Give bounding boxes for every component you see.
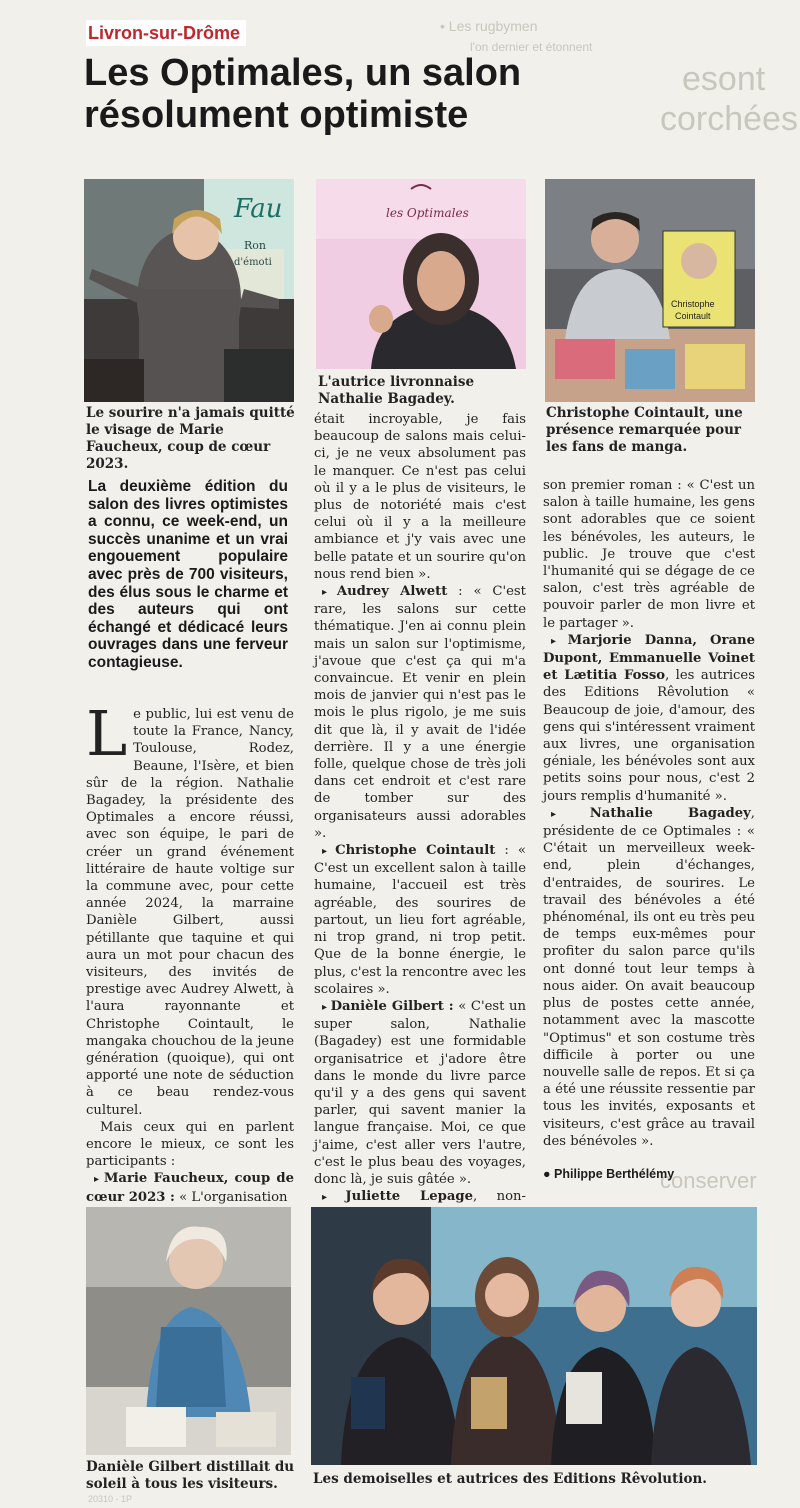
caption-photo-5: Les demoiselles et autrices des Editions Rêvolution. bbox=[313, 1471, 707, 1487]
bleed-right-word2: corchées bbox=[660, 100, 798, 138]
col3-para1: son premier roman : « C'est un salon à taille humaine, les gens sont adorables que ce soient les bénévoles, les auteurs, le public. Je trouve que c'est l'humanité qui se dégage de ce salon, c'est très agréable de pouvoir parler de mon livre et le partager ». bbox=[543, 478, 755, 631]
bullet-triangle-icon: ▸ bbox=[94, 1174, 104, 1186]
sign-text: Fau bbox=[234, 194, 283, 224]
photo-daniele-gilbert bbox=[86, 1207, 291, 1455]
bullet-triangle-icon: ▸ bbox=[322, 1001, 331, 1013]
bullet-triangle-icon: ▸ bbox=[322, 846, 336, 858]
bullet-triangle-icon: ▸ bbox=[551, 635, 568, 647]
body-column-3: son premier roman : « C'est un salon à taille humaine, les gens sont adorables que ce soient les bénévoles, les auteurs, le public. Je trouve que c'est l'humanité qui se dégage de ce salon, c'est très agréable de pouvoir parler de mon livre et le partager ». ▸ Marjorie Danna, Orane Dupont, Emmanuelle Voinet et Lætitia Fosso, les autrices des Editions Rêvolution « Beaucoup de joie, d'amour, des gens qui s'intéressent vraiment aux livres, une organisation géniale, les bénévoles sont aux petits soins pour nous, c'est 2 jours remplis d'humanité ». ▸ Nathalie Bagadey, présidente de ce Optimales : « C'était un merveilleux week-end, plein d'échanges, d'entraides, de sourires. Le travail des bénévoles a été phénoménal, ils ont eu très peu de temps eux-mêmes pour profiter du salon parce qu'ils ont donné tout leur temps à nous aider. On avait beaucoup plus de postes cette année, notamment avec la mascotte "Optimus" et son costume très difficile à porter ou une nouvelle salle de repos. Et si ça a été une réussite ressentie par tous les invités, exposants et visiteurs, c'est grâce au travail des bénévoles ». bbox=[543, 478, 755, 1149]
bleed-right-word1: esont bbox=[682, 60, 766, 98]
svg-text:d'émoti: d'émoti bbox=[234, 257, 272, 268]
col1-para2: Mais ceux qui en parlent encore le mieux, ce sont les participants : bbox=[86, 1119, 294, 1170]
svg-text:Cointault: Cointault bbox=[675, 311, 711, 321]
bullet-triangle-icon: ▸ bbox=[322, 1192, 346, 1204]
body-column-2: était incroyable, je fais beaucoup de salons mais celui-ci, je ne veux absolument pas le manquer. Ce n'est pas celui où il y a le plus de visiteurs, le plus de notoriété mais c'est celui où il y a la meilleure ambiance et j'y vais avec une belle patate et un sourire qu'on nous rend bien ». ▸ Audrey Alwett : « C'est rare, les salons sur cette thématique. J'en ai connu plein mais un salon sur l'optimisme, j'avoue que c'est ça qui m'a convaincue. Et venir en plein mois de janvier qui n'est pas le mois le plus rigolo, je me suis dit que là, il y avait de l'idée derrière. Il y a une énergie folle, quelque chose de très joli dans cet endroit et c'est rare de tomber sur des organisateurs aussi adorables ». ▸ Christophe Cointault : « C'est un excellent salon à taille humaine, l'accueil est très agréable, des sourires de partout, un lieu fort agréable, ni trop grand, ni trop petit. Que de la bonne énergie, le plus, c'est la rencontre avec les scolaires ». ▸ Danièle Gilbert : « C'est un super salon, Nathalie (Bagadey) est une formidable organisatrice et j'adore être dans le monde du livre parce qu'il y a des gens qui savent parler, qui savent manier la langue française. Moi, ce que j'aime, c'est aller vers l'autre, c'est le plus beau des voyages, donc là, je suis gâtée ». ▸ Juliette Lepage, non- bbox=[314, 412, 527, 1205]
lead-paragraph: La deuxième édition du salon des livres optimistes a connu, ce week-end, un succès unanime et un vrai engouement populaire avec près de 700 visiteurs, des élus sous le charme et des auteurs qui ont échangé et dédicacé leurs ouvrages dans une ferveur contagieuse. bbox=[88, 478, 288, 671]
col2-para1: était incroyable, je fais beaucoup de salons mais celui-ci, je ne veux absolument pas le manquer. Ce n'est pas celui où il y a le plus de visiteurs, le plus de notoriété mais c'est celui où il y a la meilleure ambiance et j'y vais avec une belle patate et un sourire qu'on nous rend bien ». bbox=[314, 412, 526, 582]
photo-marie-faucheux bbox=[84, 179, 294, 402]
caption-photo-2: L'autrice livronnaise Nathalie Bagadey. bbox=[318, 374, 475, 407]
speaker-name: Marie Faucheux, coup de cœur 2023 : bbox=[86, 1171, 294, 1205]
caption-photo-4: Danièle Gilbert distillait du soleil à tous les visiteurs. bbox=[86, 1459, 295, 1492]
bullet-triangle-icon: ▸ bbox=[322, 587, 337, 599]
byline-signature: ● Philippe Berthélémy bbox=[543, 1167, 675, 1181]
drop-cap: L bbox=[86, 697, 128, 770]
photo-editions-revolution bbox=[311, 1207, 757, 1465]
bullet-triangle-icon: ▸ bbox=[551, 808, 590, 820]
body-column-1: Le public, lui est venu de toute la France, Nancy, Toulouse, Rodez, Beaune, l'Isère, et bien sûr de la région. Nathalie Bagadey, la présidente des Optimales a encore réussi, avec son équipe, le pari de créer un grand événement littéraire de haute voltige sur la commune avec, pour cette année 2024, la marraine Danièle Gilbert, aussi pétillante que taquine et qui aura un mot pour chacun des visiteurs, des invités de prestige avec Audrey Alwett, à l'aura rayonnante et Christophe Cointault, le mangaka chouchou de la jeune génération (quoique), qui ont apporté une note de séduction à ce beau rendez-vous culturel. Mais ceux qui en parlent encore le mieux, ce sont les participants : ▸ Marie Faucheux, coup de cœur 2023 : « L'organisation bbox=[86, 697, 294, 1205]
photo-nathalie-bagadey bbox=[316, 179, 526, 369]
photo-christophe-cointault bbox=[545, 179, 755, 402]
bleed-right-word3: conserver bbox=[660, 1168, 757, 1193]
footer-mark: 20310 - 1P bbox=[88, 1494, 133, 1504]
svg-text:Christophe: Christophe bbox=[671, 299, 715, 309]
section-kicker: Livron-sur-Drôme bbox=[86, 20, 246, 46]
svg-text:Ron: Ron bbox=[244, 239, 266, 252]
bleed-top-line2: l'on dernier et étonnent bbox=[470, 40, 593, 54]
col1-para1: e public, lui est venu de toute la France, Nancy, Toulouse, Rodez, Beaune, l'Isère, et bien sûr de la région. Nathalie Bagadey, la présidente des Optimales a encore réussi, avec son équipe, le pari de créer un grand événement littéraire de haute voltige sur la commune avec, pour cette année 2024, la marraine Danièle Gilbert, aussi pétillante que taquine et qui aura un mot pour chacun des visiteurs, des invités de prestige avec Audrey Alwett, à l'aura rayonnante et Christophe Cointault, le mangaka chouchou de la jeune génération (quoique), qui ont apporté une note de séduction à ce beau rendez-vous culturel. bbox=[86, 707, 294, 1118]
caption-photo-1: Le sourire n'a jamais quitté le visage de Marie Faucheux, coup de cœur 2023. bbox=[86, 405, 295, 472]
article-headline: Les Optimales, un salon résolument optimiste bbox=[84, 52, 522, 136]
bleed-top-line1: • Les rugbymen bbox=[440, 18, 538, 34]
banner-text: les Optimales bbox=[386, 206, 469, 220]
caption-photo-3: Christophe Cointault, une présence remarquée pour les fans de manga. bbox=[546, 405, 743, 455]
